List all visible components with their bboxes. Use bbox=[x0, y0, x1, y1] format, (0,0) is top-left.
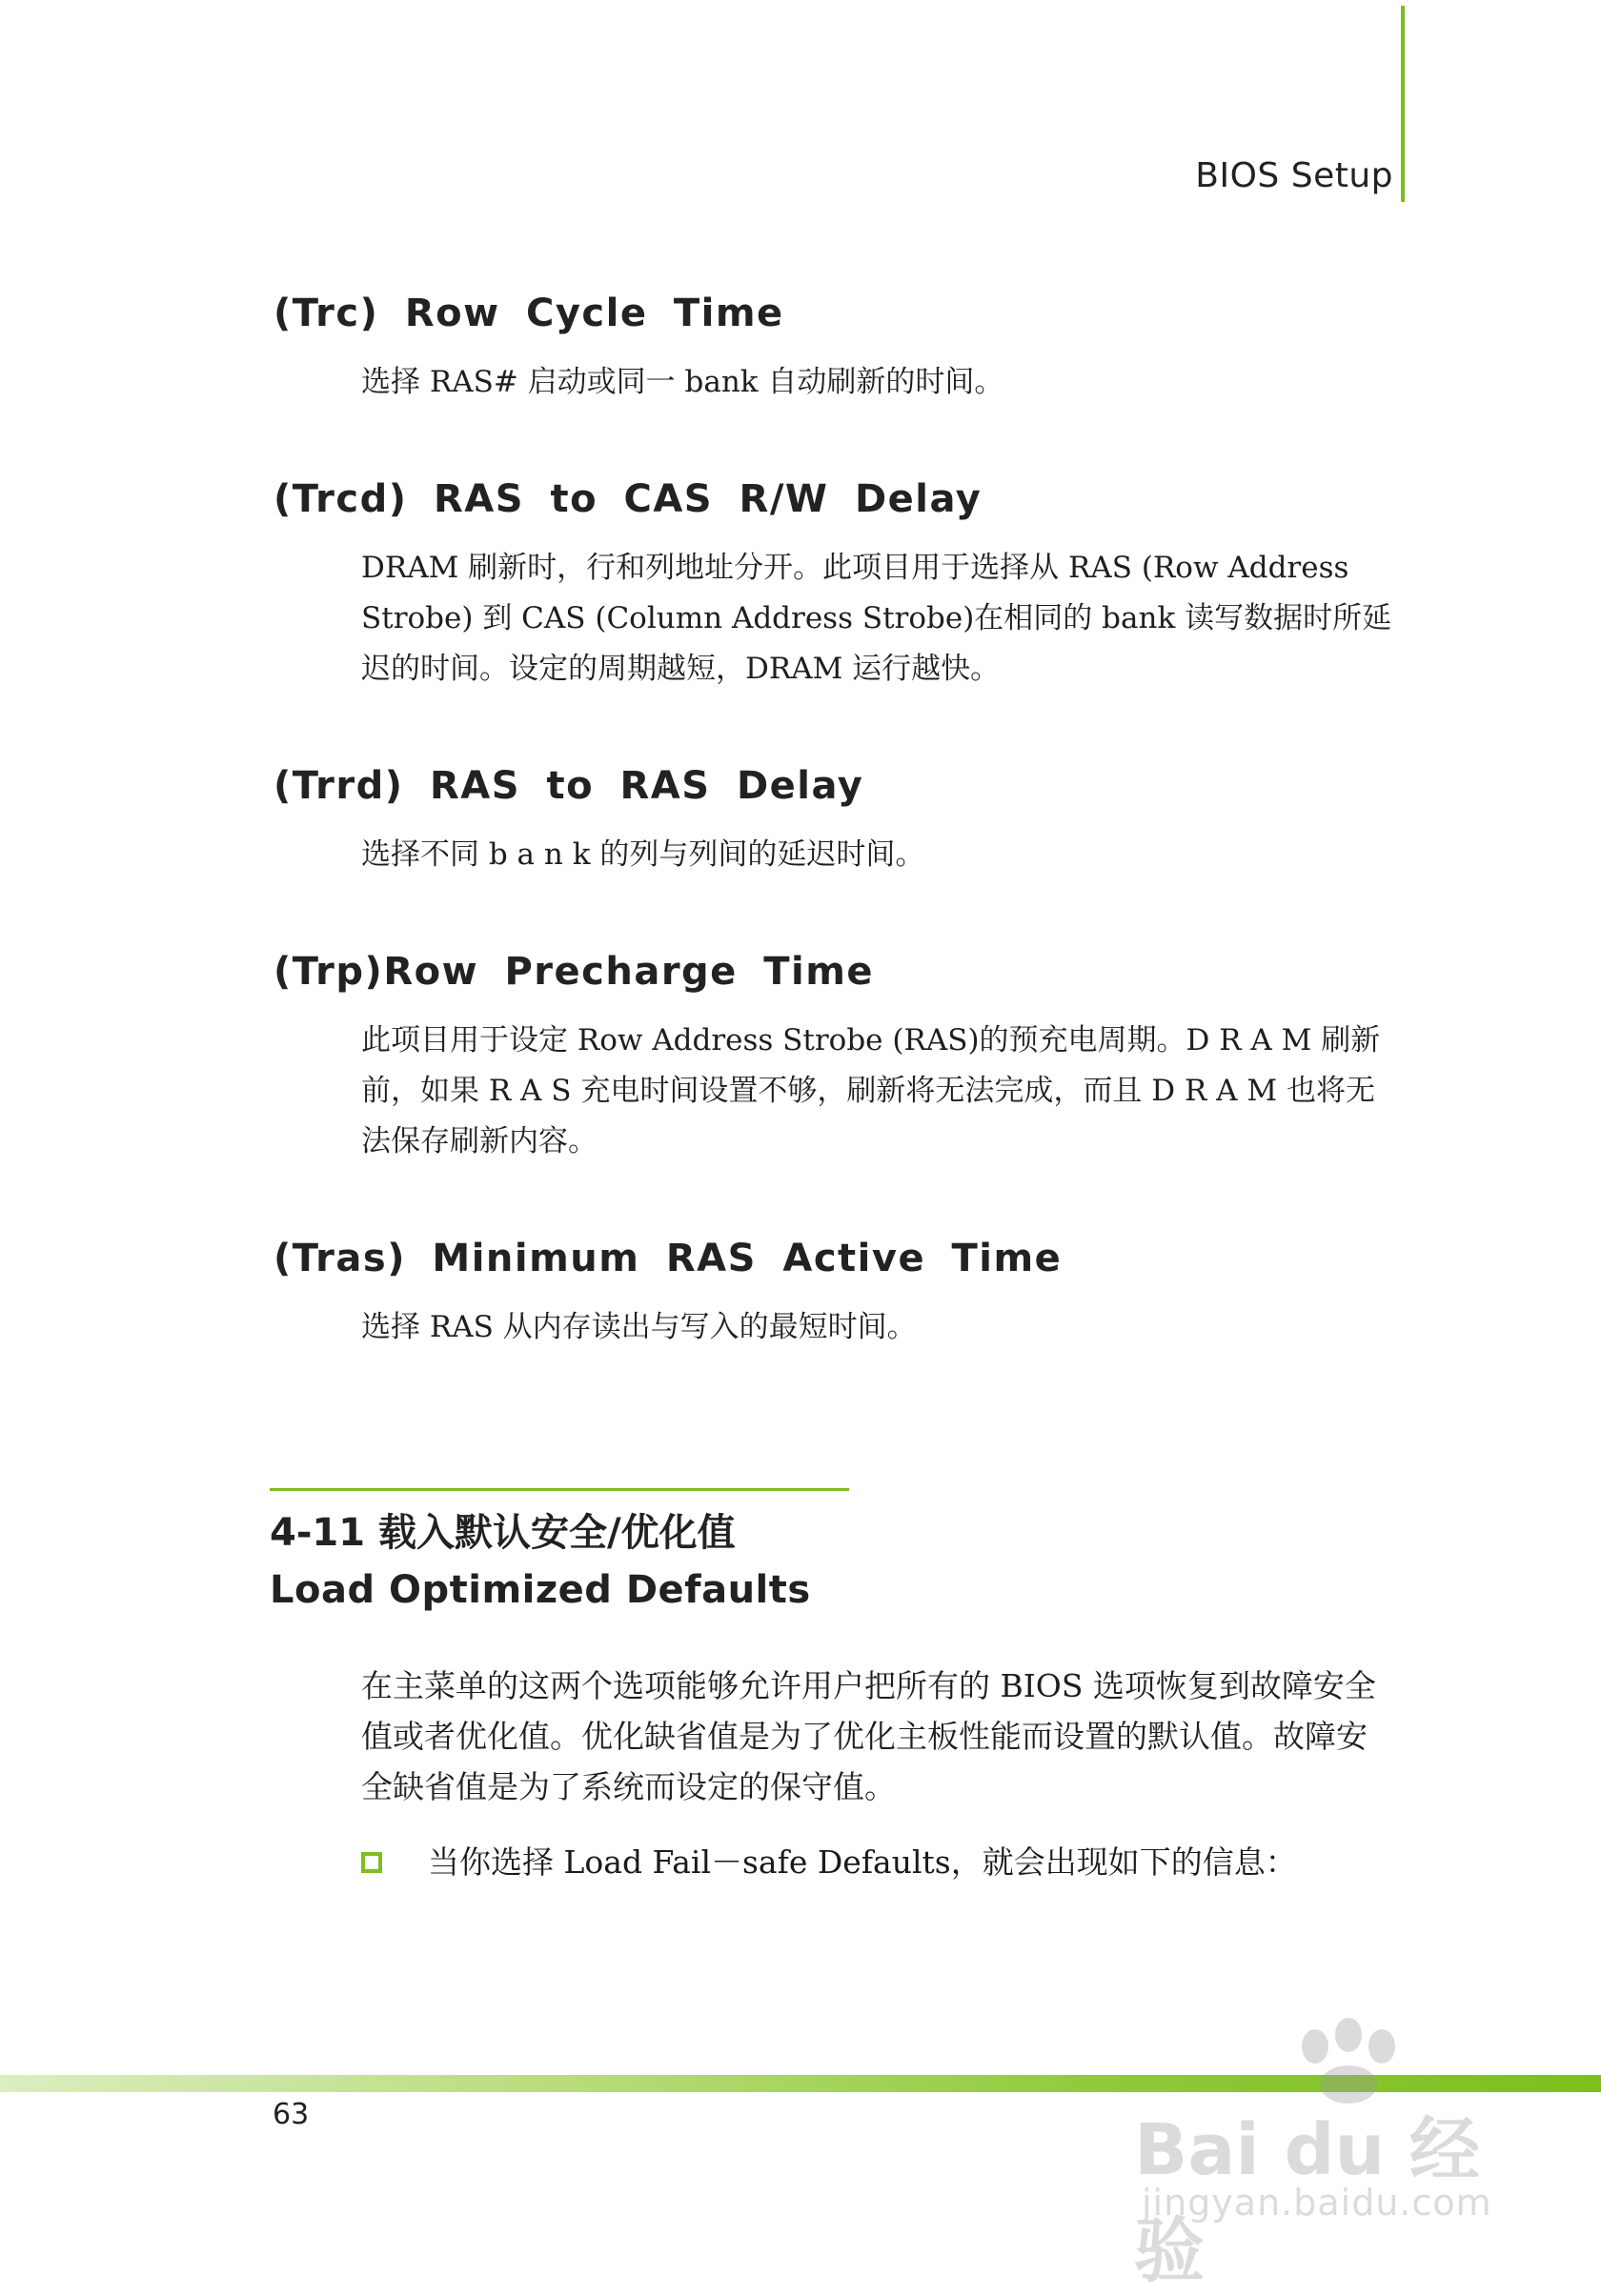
section-body: 选择 RAS 从内存读出与写入的最短时间。 bbox=[361, 1310, 917, 1344]
watermark-url: jingyan.baidu.com bbox=[1142, 2182, 1492, 2224]
bullet-item bbox=[361, 1837, 1413, 1887]
section-4-11 bbox=[270, 1488, 1413, 1887]
section-trcd bbox=[274, 476, 1398, 695]
section-body: 选择 RAS# 启动或同一 bank 自动刷新的时间。 bbox=[361, 365, 1004, 399]
page-number: 63 bbox=[273, 2098, 310, 2131]
running-header: BIOS Setup bbox=[1195, 156, 1393, 195]
section-trp bbox=[274, 949, 1398, 1167]
main-content bbox=[274, 291, 1398, 1421]
section-trrd bbox=[274, 763, 1398, 880]
section-heading: (Trcd) RAS to CAS R/W Delay bbox=[274, 477, 983, 521]
section-title: 4-11 载入默认安全/优化值 bbox=[270, 1511, 736, 1555]
watermark-brand: Bai du 经验 bbox=[1134, 2109, 1480, 2292]
section-heading: (Trrd) RAS to RAS Delay bbox=[274, 764, 864, 808]
bullet-text: 当你选择 Load Fail－safe Defaults，就会出现如下的信息： bbox=[428, 1843, 1297, 1881]
section-body: 在主菜单的这两个选项能够允许用户把所有的 BIOS 选项恢复到故障安全值或者优化值。优化缺省值是为了优化主板性能而设置的默认值。故障安全缺省值是为了系统而设定的保守值。 bbox=[361, 1667, 1376, 1805]
section-heading: (Trc) Row Cycle Time bbox=[274, 292, 784, 335]
section-body: DRAM 刷新时，行和列地址分开。此项目用于选择从 RAS (Row Address Strobe) 到 CAS (Column Address Strobe)在相同的 bank 读写数据时所延迟的时间。设定的周期越短，DRAM 运行越快。 bbox=[361, 551, 1392, 686]
section-heading: (Tras) Minimum RAS Active Time bbox=[274, 1237, 1063, 1280]
section-body: 选择不同 b a n k 的列与列间的延迟时间。 bbox=[361, 837, 925, 872]
section-title-rule bbox=[270, 1488, 849, 1491]
section-subtitle: Load Optimized Defaults bbox=[270, 1568, 811, 1612]
paw-icon bbox=[1277, 2018, 1420, 2104]
baidu-watermark bbox=[1134, 2018, 1515, 2292]
section-trc bbox=[274, 291, 1398, 408]
header-vertical-rule bbox=[1401, 6, 1405, 202]
section-tras bbox=[274, 1236, 1398, 1353]
checkbox-bullet-icon bbox=[361, 1852, 382, 1873]
section-heading: (Trp)Row Precharge Time bbox=[274, 950, 875, 994]
section-body: 此项目用于设定 Row Address Strobe (RAS)的预充电周期。D R A M 刷新前，如果 R A S 充电时间设置不够，刷新将无法完成，而且 D R A M 也将无法保存刷新内容。 bbox=[361, 1023, 1381, 1158]
